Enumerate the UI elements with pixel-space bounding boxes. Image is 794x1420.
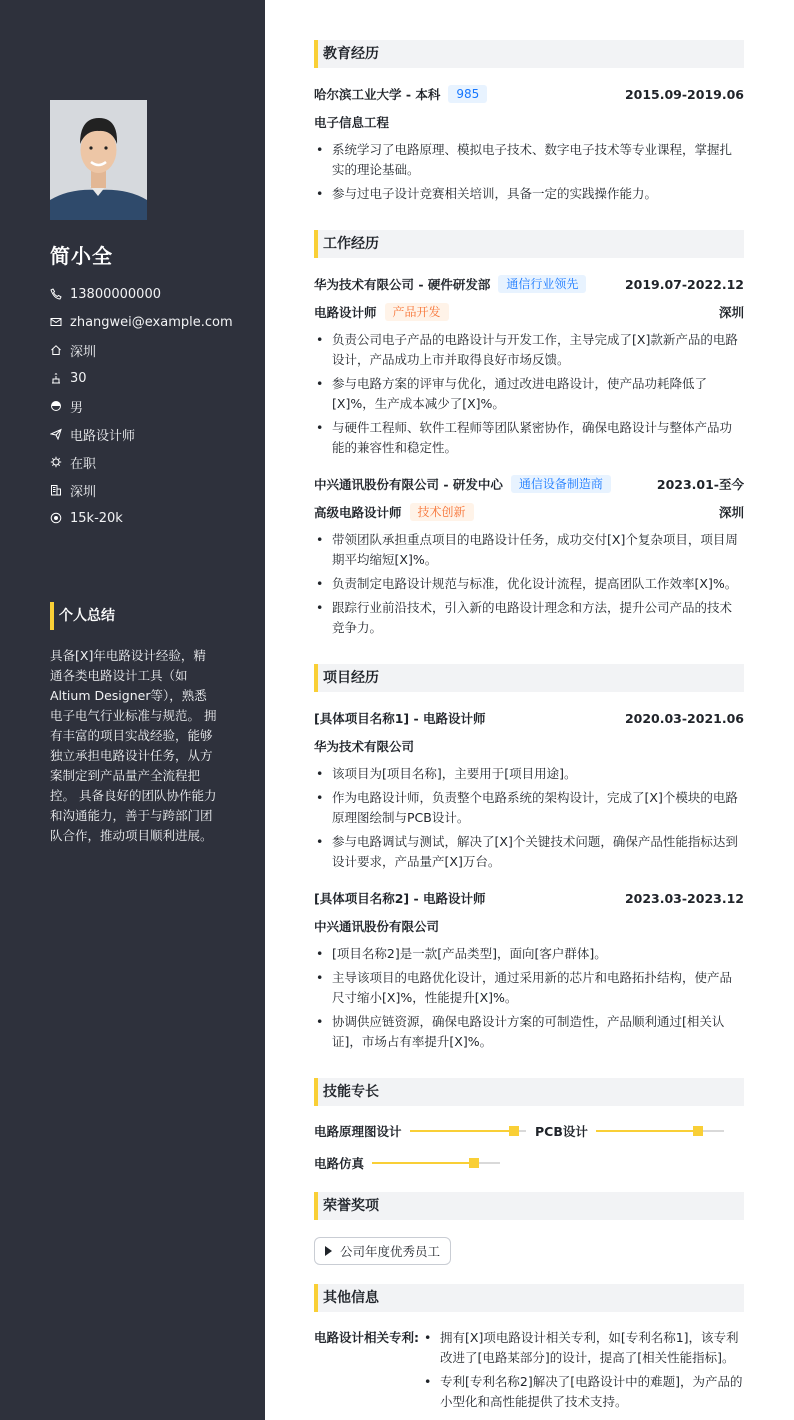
skill-bar <box>410 1130 526 1132</box>
info-phone <box>50 280 233 308</box>
job-2-role-tag: 技术创新 <box>410 503 474 521</box>
skill-bar-knob <box>509 1126 519 1136</box>
skill-item <box>314 1122 526 1140</box>
list-item: • 负责制定电路设计规范与标准，优化设计流程，提高团队工作效率[X]%。 <box>314 574 744 594</box>
education-section-title: 教育经历 <box>314 40 744 68</box>
mail-icon <box>50 316 62 328</box>
info-gender-text: 男 <box>70 400 84 416</box>
list-item: • 负责公司电子产品的电路设计与开发工作，主导完成了[X]款新产品的电路设计，产品成功上市并取得良好市场反馈。 <box>314 330 744 370</box>
education-major: 电子信息工程 <box>314 115 390 130</box>
job-2-date: 2023.01-至今 <box>656 477 744 492</box>
list-item: • 参与过电子设计竞赛相关培训，具备一定的实践操作能力。 <box>314 184 744 204</box>
project-1-company: 华为技术有限公司 <box>314 739 415 754</box>
info-salary-text: 15k-20k <box>70 510 123 526</box>
skill-name: PCB设计 <box>535 1124 588 1139</box>
info-location-text: 深圳 <box>70 344 97 360</box>
skill-name: 电路仿真 <box>314 1156 365 1171</box>
phone-icon <box>50 288 62 300</box>
profile-photo <box>50 100 147 220</box>
list-item: • 带领团队承担重点项目的电路设计任务，成功交付[X]个复杂项目，项目周期平均缩短[X]%。 <box>314 530 744 570</box>
info-salary <box>50 504 233 532</box>
education-bullets <box>314 140 744 208</box>
job-2-bullets <box>314 530 744 642</box>
skill-bar-knob <box>469 1158 479 1168</box>
award-item <box>314 1237 451 1265</box>
job-2-city: 深圳 <box>718 505 744 520</box>
job-1-role: 电路设计师 <box>314 305 377 320</box>
other-section-title: 其他信息 <box>314 1284 744 1312</box>
project-2-name: [具体项目名称2] - 电路设计师 <box>314 891 486 906</box>
other-bullets <box>422 1328 744 1416</box>
list-item: • [项目名称2]是一款[产品类型]，面向[客户群体]。 <box>314 944 744 964</box>
job-1-company: 华为技术有限公司 - 硬件研发部 <box>314 277 491 292</box>
job-2-company: 中兴通讯股份有限公司 - 研发中心 <box>314 477 503 492</box>
project-2-company: 中兴通讯股份有限公司 <box>314 919 440 934</box>
job-2-role-row <box>314 502 744 522</box>
projects-section-title: 项目经历 <box>314 664 744 692</box>
info-email-text: zhangwei@example.com <box>70 314 233 330</box>
list-item: • 作为电路设计师，负责整个电路系统的架构设计，完成了[X]个模块的电路原理图绘制与PCB设计。 <box>314 788 744 828</box>
work-section-title: 工作经历 <box>314 230 744 258</box>
job-1-city: 深圳 <box>718 305 744 320</box>
summary-title: 个人总结 <box>50 602 115 630</box>
job-1-header <box>314 274 744 294</box>
list-item: • 参与电路调试与测试，解决了[X]个关键技术问题，确保产品性能指标达到设计要求，产品量产[X]万台。 <box>314 832 744 872</box>
job-2-company-tag: 通信设备制造商 <box>511 475 611 493</box>
summary-text: 具备[X]年电路设计经验，精通各类电路设计工具（如Altium Designer等），熟悉电子电气行业标准与规范。 拥有丰富的项目实战经验，能够独立承担电路设计任务，从方案制定到产品量产全流程把控。 具备良好的团队协作能力和沟通能力，善于与跨部门团队合作，推动项目顺利进展。 <box>50 648 217 843</box>
home-icon <box>50 344 62 356</box>
job-2-header <box>314 474 744 494</box>
education-header <box>314 84 744 104</box>
info-location <box>50 336 233 364</box>
building-icon <box>50 484 62 496</box>
award-label: 公司年度优秀员工 <box>340 1244 441 1259</box>
job-1-bullets <box>314 330 744 462</box>
project-2-company-row <box>314 916 744 936</box>
awards-section-title: 荣誉奖项 <box>314 1192 744 1220</box>
info-position-text: 电路设计师 <box>70 428 136 444</box>
skill-bar-fill <box>410 1130 514 1132</box>
project-1-bullets <box>314 764 744 876</box>
list-item: • 该项目为[项目名称]，主要用于[项目用途]。 <box>314 764 744 784</box>
project-1-date: 2020.03-2021.06 <box>624 710 744 726</box>
education-date: 2015.09-2019.06 <box>624 86 744 102</box>
info-status <box>50 448 233 476</box>
list-item: • 拥有[X]项电路设计相关专利，如[专利名称1]，该专利改进了[电路某部分]的设计，提高了[相关性能指标]。 <box>422 1328 744 1368</box>
list-item: • 参与电路方案的评审与优化，通过改进电路设计，使产品功耗降低了[X]%，生产成本减少了[X]%。 <box>314 374 744 414</box>
project-2-date: 2023.03-2023.12 <box>624 890 744 906</box>
education-major-row <box>314 112 744 132</box>
salary-icon <box>50 512 62 524</box>
skill-bar-fill <box>596 1130 698 1132</box>
candidate-name: 简小全 <box>50 244 113 268</box>
age-icon <box>50 372 62 384</box>
list-item: • 主导该项目的电路优化设计，通过采用新的芯片和电路拓扑结构，使产品尺寸缩小[X]%，性能提升[X]%。 <box>314 968 744 1008</box>
job-1-company-tag: 通信行业领先 <box>498 275 586 293</box>
info-target-city-text: 深圳 <box>70 484 97 500</box>
info-status-text: 在职 <box>70 456 97 472</box>
skill-bar <box>596 1130 724 1132</box>
list-item: • 协调供应链资源，确保电路设计方案的可制造性，产品顺利通过[相关认证]，市场占有率提升[X]%。 <box>314 1012 744 1052</box>
list-item: • 跟踪行业前沿技术，引入新的电路设计理念和方法，提升公司产品的技术竞争力。 <box>314 598 744 638</box>
contact-info-list <box>50 280 233 532</box>
skill-bar-fill <box>372 1162 474 1164</box>
status-icon <box>50 456 62 468</box>
list-item: • 专利[专利名称2]解决了[电路设计中的难题]，为产品的小型化和高性能提供了技术支持。 <box>422 1372 744 1412</box>
other-label: 电路设计相关专利: <box>314 1330 419 1345</box>
play-icon <box>325 1246 332 1256</box>
skill-item <box>535 1122 724 1140</box>
job-1-role-row <box>314 302 744 322</box>
info-target-city <box>50 476 233 504</box>
skill-bar <box>372 1162 500 1164</box>
info-age-text: 30 <box>70 370 87 386</box>
skills-section-title: 技能专长 <box>314 1078 744 1106</box>
job-1-role-tag: 产品开发 <box>385 303 449 321</box>
skill-bar-knob <box>693 1126 703 1136</box>
job-1-date: 2019.07-2022.12 <box>624 276 744 292</box>
job-2-role: 高级电路设计师 <box>314 505 402 520</box>
info-email <box>50 308 233 336</box>
gender-icon <box>50 400 62 412</box>
education-tag: 985 <box>448 85 487 103</box>
project-1-company-row <box>314 736 744 756</box>
list-item: • 系统学习了电路原理、模拟电子技术、数字电子技术等专业课程，掌握扎实的理论基础。 <box>314 140 744 180</box>
sidebar <box>0 0 265 1420</box>
project-2-bullets <box>314 944 744 1056</box>
send-icon <box>50 428 62 440</box>
skill-item <box>314 1154 500 1172</box>
list-item: • 与硬件工程师、软件工程师等团队紧密协作，确保电路设计与整体产品功能的兼容性和稳定性。 <box>314 418 744 458</box>
info-age <box>50 364 233 392</box>
info-position <box>50 420 233 448</box>
skill-name: 电路原理图设计 <box>314 1124 402 1139</box>
info-phone-text: 13800000000 <box>70 286 161 302</box>
project-1-name: [具体项目名称1] - 电路设计师 <box>314 711 486 726</box>
info-gender <box>50 392 233 420</box>
project-2-header <box>314 888 744 908</box>
education-school: 哈尔滨工业大学 - 本科 <box>314 87 441 102</box>
project-1-header <box>314 708 744 728</box>
